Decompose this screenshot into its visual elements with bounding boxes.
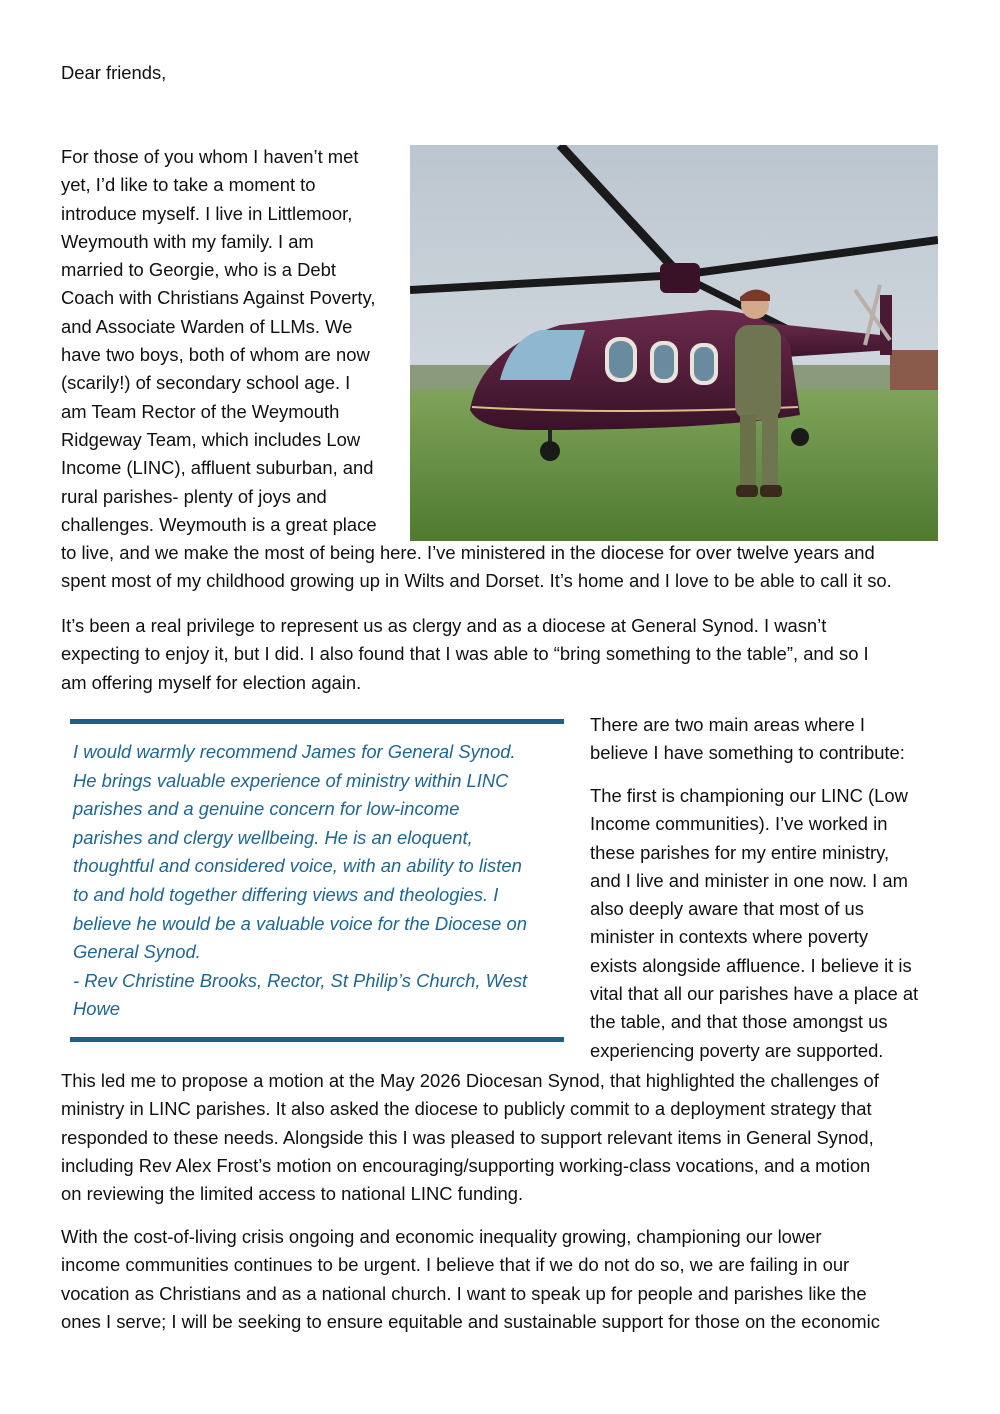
text-line: challenges. Weymouth is a great place bbox=[61, 513, 377, 535]
endorsement-quote bbox=[70, 719, 564, 1043]
text-line: am Team Rector of the Weymouth bbox=[61, 400, 340, 422]
text-line: including Rev Alex Frost’s motion on encouraging/supporting working-class vocations, and a motion bbox=[61, 1154, 871, 1176]
synod-paragraph bbox=[61, 612, 869, 697]
text-line: introduce myself. I live in Littlemoor, bbox=[61, 202, 353, 224]
quote-line: parishes and clergy wellbeing. He is an eloquent, bbox=[73, 826, 473, 848]
text-line: There are two main areas where I bbox=[590, 714, 865, 735]
first-area-paragraph bbox=[590, 782, 918, 1065]
quote-line: General Synod. bbox=[73, 941, 201, 963]
text-line: yet, I’d like to take a moment to bbox=[61, 174, 316, 196]
text-line: on reviewing the limited access to national LINC funding. bbox=[61, 1183, 524, 1205]
cost-of-living-paragraph bbox=[61, 1223, 880, 1336]
text-line: responded to these needs. Alongside this I was pleased to support relevant items in General Synod, bbox=[61, 1126, 874, 1148]
text-line: income communities continues to be urgent. I believe that if we do not do so, we are failing in our bbox=[61, 1254, 850, 1276]
quote-top-rule bbox=[70, 719, 564, 724]
text-line: Ridgeway Team, which includes Low bbox=[61, 428, 361, 450]
text-line: Weymouth with my family. I am bbox=[61, 230, 314, 252]
text-line: minister in contexts where poverty bbox=[590, 926, 869, 948]
text-line: vital that all our parishes have a place at bbox=[590, 983, 919, 1005]
text-line: and I live and minister in one now. I am bbox=[590, 869, 908, 891]
quote-text bbox=[73, 738, 527, 1024]
text-line: ones I serve; I will be seeking to ensure equitable and sustainable support for those on the economic bbox=[61, 1310, 880, 1332]
text-line: Income communities). I’ve worked in bbox=[590, 813, 888, 835]
text-line: also deeply aware that most of us bbox=[590, 898, 864, 920]
text-line: Coach with Christians Against Poverty, bbox=[61, 287, 376, 309]
quote-line: believe he would be a valuable voice for the Diocese on bbox=[73, 912, 527, 934]
helicopter-image bbox=[410, 145, 938, 541]
quote-line: parishes and a genuine concern for low-income bbox=[73, 798, 460, 820]
text-line: This led me to propose a motion at the May 2026 Diocesan Synod, that highlighted the challenges of bbox=[61, 1070, 879, 1091]
text-line: married to Georgie, who is a Debt bbox=[61, 259, 336, 281]
text-line: For those of you whom I haven’t met bbox=[61, 146, 359, 167]
motion-paragraph bbox=[61, 1067, 879, 1208]
text-line: these parishes for my entire ministry, bbox=[590, 841, 890, 863]
quote-line: I would warmly recommend James for General Synod. bbox=[73, 741, 516, 762]
text-line: rural parishes- plenty of joys and bbox=[61, 485, 327, 507]
quote-line: He brings valuable experience of ministry within LINC bbox=[73, 769, 509, 791]
text-line: With the cost-of-living crisis ongoing and economic inequality growing, championing our lower bbox=[61, 1226, 822, 1247]
quote-line: thoughtful and considered voice, with an ability to listen bbox=[73, 855, 522, 877]
text-line: believe I have something to contribute: bbox=[590, 742, 905, 764]
text-line: exists alongside affluence. I believe it is bbox=[590, 954, 912, 976]
text-line: It’s been a real privilege to represent us as clergy and as a diocese at General Synod. I wasn’t bbox=[61, 615, 827, 636]
areas-intro bbox=[590, 711, 905, 768]
text-line: expecting to enjoy it, but I did. I also found that I was able to “bring something to the table”, and so I bbox=[61, 643, 869, 665]
quote-line: - Rev Christine Brooks, Rector, St Philip’s Church, West bbox=[73, 969, 528, 991]
quote-line: to and hold together differing views and theologies. I bbox=[73, 883, 499, 905]
text-line: experiencing poverty are supported. bbox=[590, 1039, 884, 1061]
text-line: Income (LINC), affluent suburban, and bbox=[61, 457, 374, 479]
greeting: Dear friends, bbox=[61, 62, 167, 83]
helicopter-photo bbox=[410, 145, 938, 541]
text-line: am offering myself for election again. bbox=[61, 671, 362, 693]
text-line: to live, and we make the most of being here. I’ve ministered in the diocese for over twelve years and bbox=[61, 542, 875, 564]
text-line: the table, and that those amongst us bbox=[590, 1011, 888, 1033]
text-line: The first is championing our LINC (Low bbox=[590, 785, 908, 806]
text-line: vocation as Christians and as a national church. I want to speak up for people and parishes like the bbox=[61, 1282, 867, 1304]
text-line: spent most of my childhood growing up in Wilts and Dorset. It’s home and I love to be able to call it so. bbox=[61, 570, 892, 592]
quote-line: Howe bbox=[73, 998, 121, 1020]
text-line: have two boys, both of whom are now bbox=[61, 344, 370, 366]
text-line: (scarily!) of secondary school age. I bbox=[61, 372, 351, 394]
text-line: ministry in LINC parishes. It also asked the diocese to publicly commit to a deployment strategy that bbox=[61, 1098, 872, 1120]
quote-bottom-rule bbox=[70, 1037, 564, 1042]
text-line: and Associate Warden of LLMs. We bbox=[61, 315, 353, 337]
